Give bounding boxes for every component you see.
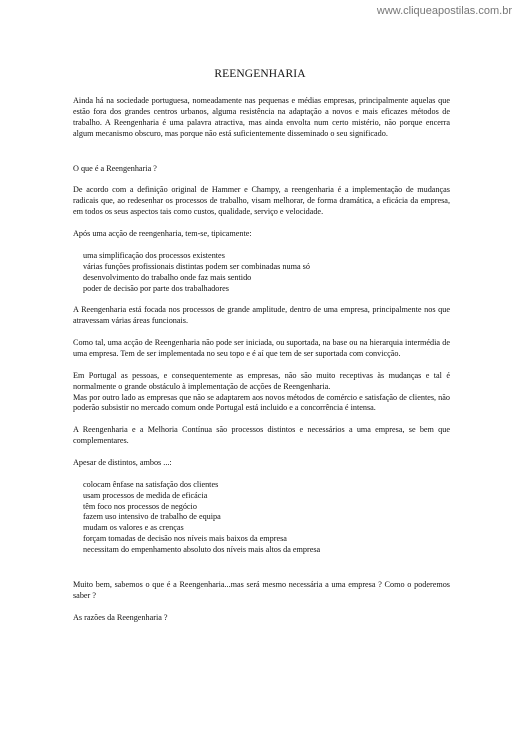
list-item: usam processos de medida de eficácia [83, 490, 208, 500]
top-down-paragraph: Como tal, uma acção de Reengenharia não pode ser iniciada, ou suportada, na base ou na hierarquia intermédia de uma empresa. Tem de ser implementada no seu topo e é aí que tem de ser suportada com convicção. [73, 338, 450, 358]
list-item: forçam tomadas de decisão nos níveis mais baixos da empresa [83, 534, 287, 544]
list-item: fazem uso intensivo de trabalho de equipa [83, 512, 221, 522]
list-item: poder de decisão por parte dos trabalhadores [83, 283, 229, 293]
section-heading: As razões da Reengenharia ? [73, 612, 168, 622]
list-item: colocam ênfase na satisfação dos clientes [83, 479, 219, 489]
closing-paragraph: Muito bem, sabemos o que é a Reengenharia...mas será mesmo necessária a uma empresa ? Como o poderemos saber ? [73, 580, 450, 601]
portugal-paragraph: Em Portugal as pessoas, e consequentemente as empresas, não são muito receptivas às mudanças e tal é normalmente o grande obstáculo à implementação de acções de Reengenharia. [73, 370, 450, 391]
list-item: várias funções profissionais distintas podem ser combinadas numa só [83, 261, 310, 271]
page-title: REENGENHARIA [214, 68, 306, 80]
focus-paragraph: A Reengenharia está focada nos processos de grande amplitude, dentro de uma empresa, principalmente nos que atravessam várias áreas funcionais. [73, 305, 450, 326]
list-item: necessitam do empenhamento absoluto dos níveis mais altos da empresa [83, 545, 321, 555]
portugal-paragraph-continued: Mas por outro lado as empresas que não se adaptarem aos novos métodos de comércio e satisfação de clientes, não poderão subsistir no mercado comum onde Portugal está incluido e a concorrência é intensa. [73, 392, 450, 413]
despite-intro: Apesar de distintos, ambos ...: [73, 457, 172, 467]
list-item: mudam os valores e as crenças [83, 523, 184, 533]
complementary-paragraph: A Reengenharia e a Melhoria Contínua são processos distintos e necessários a uma empresa, se bem que complementares. [73, 425, 450, 446]
action-list [73, 251, 450, 295]
definition-paragraph: De acordo com a definição original de Hammer e Champy, a reengenharia é a implementação de mudanças radicais que, ao redesenhar os processos de trabalho, visam melhorar, de forma dramática, a eficácia da empresa, em todos os seus aspectos tais como custos, qualidade, serviço e velocidade. [73, 185, 450, 217]
intro-paragraph: Ainda há na sociedade portuguesa, nomeadamente nas pequenas e médias empresas, principalmente aquelas que estão fora dos grandes centros urbanos, alguma resistência na adaptação a novos e mais eficazes métodos de trabalho. A Reengenharia é uma palavra atractiva, mas ainda envolta num certo mistério, não porque encerra algum mecanismo obscuro, mas porque não está suficientemente disseminado o seu significado. [73, 96, 450, 138]
document-body [73, 96, 450, 624]
watermark: www.cliqueapostilas.com.br [376, 5, 512, 17]
list-item: uma simplificação dos processos existentes [83, 250, 225, 260]
list-item: têm foco nos processos de negócio [83, 501, 197, 511]
shared-traits-list [73, 480, 450, 556]
question-heading: O que é a Reengenharia ? [73, 163, 157, 173]
list-item: desenvolvimento do trabalho onde faz mais sentido [83, 272, 252, 282]
action-intro: Após uma acção de reengenharia, tem-se, tipicamente: [73, 229, 252, 239]
